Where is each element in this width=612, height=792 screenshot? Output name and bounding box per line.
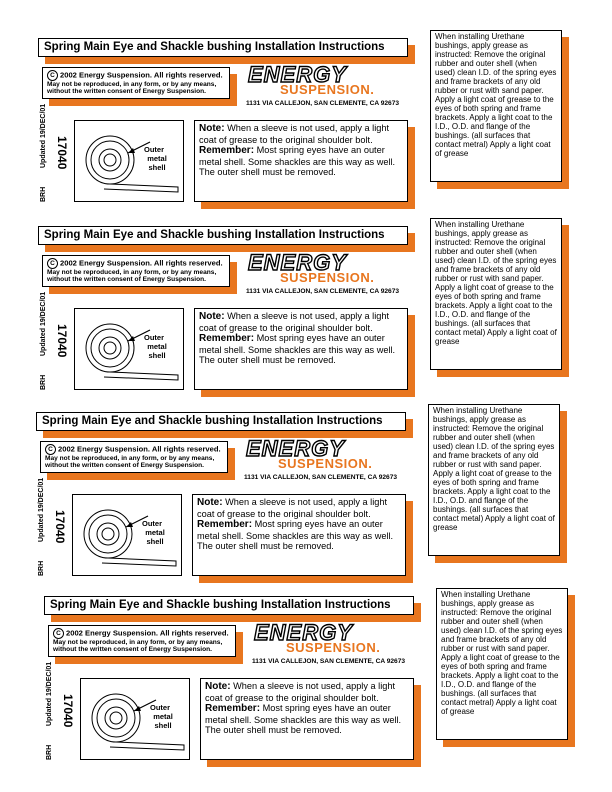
author-initials: BRH — [40, 374, 47, 390]
grease-instructions: When installing Urethane bushings, apply grease as instructed: Remove the original rubber and outer shell (when used) clean I.D. of the spring eyes and frame brackets of any old rubber or rust with sand paper. Apply a light coat of grease to the eyes of both spring and frame brackets. Apply a light coat to the I.D., O.D. and flange of the bushings. (all surfaces that contact metral) Apply a light coat of grease — [436, 588, 568, 740]
copyright-line-3: without the written consent of Energy Suspension. — [47, 88, 206, 96]
part-number: 17040 — [61, 694, 75, 728]
installation-label — [0, 404, 610, 594]
bushing-diagram-icon — [72, 494, 182, 576]
diagram-label-line-1: Outer — [149, 703, 171, 712]
company-address: 1131 VIA CALLEJON, SAN CLEMENTE, CA 92673 — [244, 474, 398, 481]
energy-suspension-logo — [248, 64, 428, 114]
energy-suspension-logo — [254, 622, 434, 672]
diagram-label-line-1: Outer — [143, 333, 165, 342]
copyright-line-2: May not be reproduced, in any form, or by any means, — [45, 455, 215, 462]
copyright-line-3: without the written consent of Energy Suspension. — [47, 276, 206, 284]
author-initials: BRH — [46, 744, 53, 760]
updated-date: Updated 19/DEC/01 — [38, 477, 45, 542]
diagram-label-line-2: metal — [153, 712, 173, 721]
remember-label: Remember: — [199, 145, 255, 157]
note-label: Note: — [199, 311, 225, 322]
label-title: Spring Main Eye and Shackle bushing Installation Instructions — [44, 596, 414, 615]
diagram-label-line-3: shell — [146, 537, 164, 546]
diagram-label-line-2: metal — [145, 528, 165, 537]
part-number: 17040 — [55, 324, 69, 358]
diagram-label-line-3: shell — [154, 721, 172, 730]
author-initials: BRH — [38, 560, 45, 576]
company-address: 1131 VIA CALLEJON, SAN CLEMENTE, CA 92673 — [246, 100, 400, 107]
note-text: When a sleeve is not used, apply a light coat of grease to the original shoulder bolt. — [197, 497, 388, 519]
label-title: Spring Main Eye and Shackle bushing Installation Instructions — [36, 412, 406, 431]
bushing-diagram-icon — [80, 678, 190, 760]
part-number: 17040 — [53, 510, 67, 544]
bushing-diagram-icon — [74, 120, 184, 202]
note-label: Note: — [197, 497, 223, 508]
installation-label — [0, 218, 612, 408]
logo-word-energy: ENERGY — [254, 620, 353, 645]
bushing-diagram-icon — [74, 308, 184, 390]
note-text: When a sleeve is not used, apply a light coat of grease to the original shoulder bolt. — [199, 123, 390, 145]
note-box — [194, 308, 408, 390]
note-box — [200, 678, 414, 760]
note-box — [192, 494, 406, 576]
author-initials: BRH — [40, 186, 47, 202]
copyright-symbol-icon: C — [47, 258, 58, 269]
remember-text: Most spring eyes have an outer metal shell. Some shackles are this way as well. The outer shell must be removed. — [205, 703, 402, 736]
bushing-diagram — [80, 678, 190, 760]
logo-word-suspension: SUSPENSION. — [280, 82, 375, 97]
logo-word-suspension: SUSPENSION. — [286, 640, 381, 655]
logo-word-energy: ENERGY — [246, 436, 345, 461]
remember-label: Remember: — [199, 333, 255, 345]
logo-word-suspension: SUSPENSION. — [280, 270, 375, 285]
copyright-line-2: May not be reproduced, in any form, or by any means, — [47, 269, 217, 276]
remember-text: Most spring eyes have an outer metal shell. Some shackles are this way as well. The outer shell must be removed. — [199, 145, 396, 178]
logo-word-suspension: SUSPENSION. — [278, 456, 373, 471]
copyright-symbol-icon: C — [53, 628, 64, 639]
note-label: Note: — [205, 681, 231, 692]
copyright-symbol-icon: C — [47, 70, 58, 81]
copyright-line-1: C 2002 Energy Suspension. All rights reserved. — [47, 258, 225, 269]
copyright-notice — [48, 625, 236, 657]
energy-suspension-logo — [246, 438, 426, 488]
grease-instructions: When installing Urethane bushings, apply grease as instructed: Remove the original rubber and outer shell (when used) clean I.D. of the spring eyes and frame brackets of any old rubber or rust with sand paper. Apply a light coat of grease to the eyes of both spring and frame brackets. Apply a light coat to the I.D., O.D. and flange of the bushings. (all surfaces that contact metal) Apply a light coat of grease — [430, 218, 562, 370]
label-title: Spring Main Eye and Shackle bushing Installation Instructions — [38, 38, 408, 57]
copyright-line-2: May not be reproduced, in any form, or by any means, — [47, 81, 217, 88]
updated-date: Updated 19/DEC/01 — [46, 661, 53, 726]
installation-label — [0, 30, 612, 220]
copyright-line-3: without the written consent of Energy Suspension. — [45, 462, 204, 470]
grease-instructions: When installing Urethane bushings, apply grease as instructed: Remove the original rubber and outer shell (when used) clean I.D. of the spring eyes and frame brackets of any old rubber or rust with sand paper. Apply a light coat of grease to the eyes of both spring and frame brackets. Apply a light coat to the I.D., O.D. and flange of the bushings. (all surfaces that contact metral) Apply a light coat of grease — [430, 30, 562, 182]
remember-label: Remember: — [205, 703, 261, 715]
note-text: When a sleeve is not used, apply a light coat of grease to the original shoulder bolt. — [205, 681, 396, 703]
diagram-label-line-1: Outer — [141, 519, 163, 528]
copyright-symbol-icon: C — [45, 444, 56, 455]
diagram-label-line-3: shell — [148, 163, 166, 172]
bushing-diagram — [74, 120, 184, 202]
updated-date: Updated 19/DEC/01 — [40, 291, 47, 356]
copyright-line-1: C 2002 Energy Suspension. All rights reserved. — [53, 628, 231, 639]
remember-text: Most spring eyes have an outer metal shell. Some shackles are this way as well. The outer shell must be removed. — [199, 333, 396, 366]
copyright-line-3: without the written consent of Energy Suspension. — [53, 646, 212, 654]
note-label: Note: — [199, 123, 225, 134]
copyright-line-1: C 2002 Energy Suspension. All rights reserved. — [47, 70, 225, 81]
remember-label: Remember: — [197, 519, 253, 531]
grease-instructions: When installing Urethane bushings, apply grease as instructed: Remove the original rubber and outer shell (when used) clean I.D. of the spring eyes and frame brackets of any old rubber or rust with sand paper. Apply a light coat of grease to the eyes of both spring and frame brackets. Apply a light coat to the I.D., O.D. and flange of the bushings. (all surfaces that contact metal) Apply a light coat of grease — [428, 404, 560, 556]
bushing-diagram — [72, 494, 182, 576]
company-address: 1131 VIA CALLEJON, SAN CLEMENTE, CA 92673 — [246, 288, 400, 295]
company-address: 1131 VIA CALLEJON, SAN CLEMENTE, CA 92673 — [252, 658, 406, 665]
logo-word-energy: ENERGY — [248, 250, 347, 275]
diagram-label-line-3: shell — [148, 351, 166, 360]
note-text: When a sleeve is not used, apply a light coat of grease to the original shoulder bolt. — [199, 311, 390, 333]
diagram-label-line-2: metal — [147, 154, 167, 163]
copyright-notice — [40, 441, 228, 473]
remember-text: Most spring eyes have an outer metal shell. Some shackles are this way as well. The outer shell must be removed. — [197, 519, 394, 552]
diagram-label-line-2: metal — [147, 342, 167, 351]
bushing-diagram — [74, 308, 184, 390]
note-box — [194, 120, 408, 202]
copyright-line-1: C 2002 Energy Suspension. All rights reserved. — [45, 444, 223, 455]
updated-date: Updated 19/DEC/01 — [40, 103, 47, 168]
logo-word-energy: ENERGY — [248, 62, 347, 87]
copyright-notice — [42, 67, 230, 99]
label-title: Spring Main Eye and Shackle bushing Installation Instructions — [38, 226, 408, 245]
diagram-label-line-1: Outer — [143, 145, 165, 154]
installation-label — [6, 588, 612, 778]
copyright-line-2: May not be reproduced, in any form, or by any means, — [53, 639, 223, 646]
part-number: 17040 — [55, 136, 69, 170]
energy-suspension-logo — [248, 252, 428, 302]
copyright-notice — [42, 255, 230, 287]
